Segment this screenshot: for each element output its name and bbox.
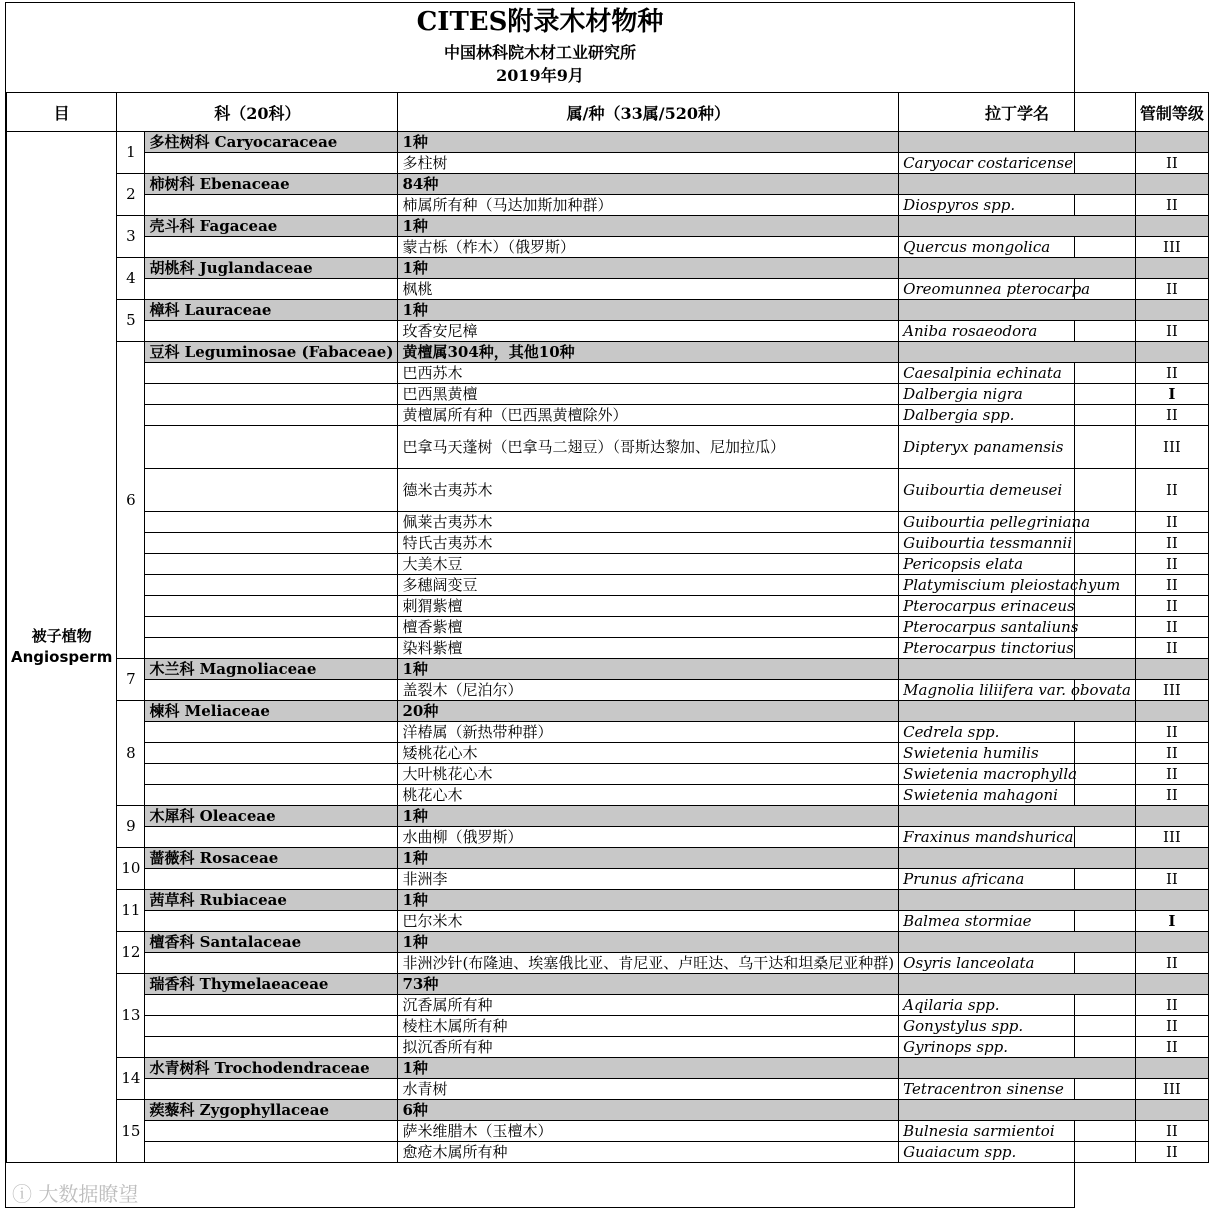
species-family-empty: [145, 1016, 398, 1037]
family-number: 7: [117, 659, 145, 701]
family-name: 蒺藜科 Zygophyllaceae: [145, 1100, 398, 1121]
family-latin-empty: [899, 132, 1136, 153]
species-control-grade: III: [1135, 827, 1208, 848]
species-control-grade: III: [1135, 237, 1208, 258]
family-latin-empty: [899, 806, 1136, 827]
family-species-count: 1种: [398, 932, 899, 953]
species-chinese-name: 多穗阔变豆: [398, 575, 899, 596]
species-row: [7, 827, 1209, 848]
species-latin-name: Caryocar costaricense: [899, 153, 1136, 174]
species-chinese-name: 巴西苏木: [398, 363, 899, 384]
family-name: 多柱树科 Caryocaraceae: [145, 132, 398, 153]
family-latin-empty: [899, 848, 1136, 869]
species-row: [7, 153, 1209, 174]
family-species-count: 84种: [398, 174, 899, 195]
family-latin-empty: [899, 701, 1136, 722]
family-grade-empty: [1135, 1100, 1208, 1121]
family-grade-empty: [1135, 342, 1208, 363]
species-chinese-name: 大叶桃花心木: [398, 764, 899, 785]
species-chinese-name: 刺猬紫檀: [398, 596, 899, 617]
species-latin-name: Swietenia humilis: [899, 743, 1136, 764]
species-latin-name: Pericopsis elata: [899, 554, 1136, 575]
family-latin-empty: [899, 659, 1136, 680]
species-family-empty: [145, 426, 398, 469]
species-latin-name: Pterocarpus santaliuns: [899, 617, 1136, 638]
family-species-count: 黄檀属304种，其他10种: [398, 342, 899, 363]
family-grade-empty: [1135, 701, 1208, 722]
family-species-count: 1种: [398, 806, 899, 827]
species-family-empty: [145, 1079, 398, 1100]
species-row: [7, 554, 1209, 575]
family-name: 壳斗科 Fagaceae: [145, 216, 398, 237]
species-control-grade: II: [1135, 195, 1208, 216]
family-row: [7, 300, 1209, 321]
species-family-empty: [145, 785, 398, 806]
species-latin-name: Guibourtia demeusei: [899, 469, 1136, 512]
family-name: 瑞香科 Thymelaeaceae: [145, 974, 398, 995]
species-latin-name: Bulnesia sarmientoi: [899, 1121, 1136, 1142]
family-number: 8: [117, 701, 145, 806]
family-grade-empty: [1135, 974, 1208, 995]
species-row: [7, 384, 1209, 405]
species-family-empty: [145, 869, 398, 890]
species-latin-name: Caesalpinia echinata: [899, 363, 1136, 384]
family-latin-empty: [899, 300, 1136, 321]
family-number: 14: [117, 1058, 145, 1100]
family-number: 15: [117, 1100, 145, 1163]
species-chinese-name: 沉香属所有种: [398, 995, 899, 1016]
species-row: [7, 869, 1209, 890]
species-control-grade: II: [1135, 764, 1208, 785]
family-row: [7, 659, 1209, 680]
species-latin-name: Gyrinops spp.: [899, 1037, 1136, 1058]
species-latin-name: Pterocarpus tinctorius: [899, 638, 1136, 659]
species-control-grade: II: [1135, 1037, 1208, 1058]
species-control-grade: II: [1135, 953, 1208, 974]
species-latin-name: Tetracentron sinense: [899, 1079, 1136, 1100]
family-number: 10: [117, 848, 145, 890]
species-family-empty: [145, 827, 398, 848]
family-row: [7, 974, 1209, 995]
family-species-count: 1种: [398, 659, 899, 680]
family-name: 水青树科 Trochodendraceae: [145, 1058, 398, 1079]
family-grade-empty: [1135, 216, 1208, 237]
species-chinese-name: 拟沉香所有种: [398, 1037, 899, 1058]
species-latin-name: Balmea stormiae: [899, 911, 1136, 932]
species-chinese-name: 多柱树: [398, 153, 899, 174]
species-chinese-name: 德米古夷苏木: [398, 469, 899, 512]
order-cell: [7, 132, 117, 1163]
family-species-count: 20种: [398, 701, 899, 722]
species-family-empty: [145, 722, 398, 743]
species-chinese-name: 柿属所有种（马达加斯加种群）: [398, 195, 899, 216]
species-family-empty: [145, 911, 398, 932]
species-chinese-name: 檀香紫檀: [398, 617, 899, 638]
species-family-empty: [145, 153, 398, 174]
species-latin-name: Dipteryx panamensis: [899, 426, 1136, 469]
family-name: 胡桃科 Juglandaceae: [145, 258, 398, 279]
family-latin-empty: [899, 1058, 1136, 1079]
order-name-zh: 被子植物: [31, 627, 92, 645]
species-latin-name: Swietenia macrophylla: [899, 764, 1136, 785]
species-family-empty: [145, 469, 398, 512]
species-latin-name: Magnolia liliifera var. obovata: [899, 680, 1136, 701]
species-family-empty: [145, 405, 398, 426]
cites-species-table: [6, 92, 1209, 1163]
species-row: [7, 1079, 1209, 1100]
species-row: [7, 405, 1209, 426]
family-name: 樟科 Lauraceae: [145, 300, 398, 321]
species-row: [7, 722, 1209, 743]
family-name: 木犀科 Oleaceae: [145, 806, 398, 827]
species-chinese-name: 洋椿属（新热带种群）: [398, 722, 899, 743]
family-name: 茜草科 Rubiaceae: [145, 890, 398, 911]
order-name-en: Angiosperm: [11, 648, 113, 666]
species-row: [7, 785, 1209, 806]
family-number: 2: [117, 174, 145, 216]
species-row: [7, 512, 1209, 533]
species-row: [7, 1037, 1209, 1058]
family-grade-empty: [1135, 132, 1208, 153]
species-control-grade: III: [1135, 680, 1208, 701]
species-control-grade: II: [1135, 596, 1208, 617]
family-row: [7, 932, 1209, 953]
species-row: [7, 195, 1209, 216]
species-family-empty: [145, 237, 398, 258]
family-row: [7, 848, 1209, 869]
family-row: [7, 174, 1209, 195]
family-number: 4: [117, 258, 145, 300]
species-control-grade: I: [1135, 911, 1208, 932]
species-family-empty: [145, 764, 398, 785]
species-row: [7, 469, 1209, 512]
header-order: 目: [7, 93, 117, 132]
species-latin-name: Dalbergia nigra: [899, 384, 1136, 405]
header-latin-name: 拉丁学名: [899, 93, 1136, 132]
family-row: [7, 806, 1209, 827]
family-number: 1: [117, 132, 145, 174]
family-name: 楝科 Meliaceae: [145, 701, 398, 722]
family-grade-empty: [1135, 300, 1208, 321]
species-latin-name: Swietenia mahagoni: [899, 785, 1136, 806]
species-latin-name: Pterocarpus erinaceus: [899, 596, 1136, 617]
species-control-grade: II: [1135, 533, 1208, 554]
species-chinese-name: 巴拿马天蓬树（巴拿马二翅豆）（哥斯达黎加、尼加拉瓜）: [398, 426, 899, 469]
family-name: 木兰科 Magnoliaceae: [145, 659, 398, 680]
family-number: 3: [117, 216, 145, 258]
species-row: [7, 995, 1209, 1016]
species-latin-name: Fraxinus mandshurica: [899, 827, 1136, 848]
family-name: 蔷薇科 Rosaceae: [145, 848, 398, 869]
title-block: [6, 3, 1074, 93]
family-row: [7, 1100, 1209, 1121]
species-row: [7, 237, 1209, 258]
species-row: [7, 953, 1209, 974]
species-control-grade: II: [1135, 638, 1208, 659]
species-family-empty: [145, 617, 398, 638]
species-latin-name: Oreomunnea pterocarpa: [899, 279, 1136, 300]
species-chinese-name: 黄檀属所有种（巴西黑黄檀除外）: [398, 405, 899, 426]
species-family-empty: [145, 554, 398, 575]
family-latin-empty: [899, 174, 1136, 195]
species-chinese-name: 水曲柳（俄罗斯）: [398, 827, 899, 848]
family-grade-empty: [1135, 258, 1208, 279]
family-species-count: 1种: [398, 848, 899, 869]
family-grade-empty: [1135, 806, 1208, 827]
family-number: 9: [117, 806, 145, 848]
species-row: [7, 279, 1209, 300]
document-sheet: [5, 2, 1204, 1208]
species-row: [7, 321, 1209, 342]
family-row: [7, 216, 1209, 237]
family-species-count: 6种: [398, 1100, 899, 1121]
family-number: 13: [117, 974, 145, 1058]
species-latin-name: Prunus africana: [899, 869, 1136, 890]
document-title: CITES附录木材物种: [416, 7, 664, 37]
document-organization: 中国林科院木材工业研究所: [443, 43, 636, 62]
species-control-grade: I: [1135, 384, 1208, 405]
species-chinese-name: 枫桃: [398, 279, 899, 300]
species-control-grade: II: [1135, 1121, 1208, 1142]
family-grade-empty: [1135, 848, 1208, 869]
species-row: [7, 617, 1209, 638]
species-chinese-name: 染料紫檀: [398, 638, 899, 659]
family-latin-empty: [899, 258, 1136, 279]
family-grade-empty: [1135, 932, 1208, 953]
species-family-empty: [145, 195, 398, 216]
species-latin-name: Cedrela spp.: [899, 722, 1136, 743]
species-chinese-name: 矮桃花心木: [398, 743, 899, 764]
species-chinese-name: 大美木豆: [398, 554, 899, 575]
header-control-grade: 管制等级: [1135, 93, 1208, 132]
family-row: [7, 1058, 1209, 1079]
species-row: [7, 764, 1209, 785]
species-row: [7, 575, 1209, 596]
species-control-grade: II: [1135, 785, 1208, 806]
species-chinese-name: 萨米维腊木（玉檀木）: [398, 1121, 899, 1142]
species-control-grade: III: [1135, 1079, 1208, 1100]
species-chinese-name: 棱柱木属所有种: [398, 1016, 899, 1037]
family-species-count: 1种: [398, 890, 899, 911]
species-row: [7, 1016, 1209, 1037]
family-name: 檀香科 Santalaceae: [145, 932, 398, 953]
species-row: [7, 363, 1209, 384]
family-name: 豆科 Leguminosae (Fabaceae): [145, 342, 398, 363]
species-family-empty: [145, 953, 398, 974]
species-control-grade: II: [1135, 321, 1208, 342]
header-genus-species: 属/种（33属/520种）: [398, 93, 899, 132]
family-species-count: 73种: [398, 974, 899, 995]
species-family-empty: [145, 1121, 398, 1142]
species-row: [7, 533, 1209, 554]
document-date: 2019年9月: [496, 66, 584, 85]
species-chinese-name: 巴西黑黄檀: [398, 384, 899, 405]
species-latin-name: Gonystylus spp.: [899, 1016, 1136, 1037]
family-number: 12: [117, 932, 145, 974]
species-family-empty: [145, 995, 398, 1016]
species-latin-name: Guibourtia pellegriniana: [899, 512, 1136, 533]
header-family: 科（20科）: [117, 93, 398, 132]
family-number: 5: [117, 300, 145, 342]
species-row: [7, 1121, 1209, 1142]
family-number: 11: [117, 890, 145, 932]
species-family-empty: [145, 596, 398, 617]
family-latin-empty: [899, 342, 1136, 363]
species-row: [7, 426, 1209, 469]
species-chinese-name: 愈疮木属所有种: [398, 1142, 899, 1163]
species-control-grade: II: [1135, 575, 1208, 596]
species-chinese-name: 玫香安尼樟: [398, 321, 899, 342]
species-chinese-name: 水青树: [398, 1079, 899, 1100]
header-row: [7, 93, 1209, 132]
family-latin-empty: [899, 932, 1136, 953]
species-control-grade: II: [1135, 554, 1208, 575]
species-chinese-name: 非洲沙针(布隆迪、埃塞俄比亚、肯尼亚、卢旺达、乌干达和坦桑尼亚种群): [398, 953, 899, 974]
species-control-grade: III: [1135, 426, 1208, 469]
family-grade-empty: [1135, 1058, 1208, 1079]
species-row: [7, 680, 1209, 701]
species-family-empty: [145, 1037, 398, 1058]
species-control-grade: II: [1135, 617, 1208, 638]
family-grade-empty: [1135, 174, 1208, 195]
species-chinese-name: 盖裂木（尼泊尔）: [398, 680, 899, 701]
species-family-empty: [145, 680, 398, 701]
species-control-grade: II: [1135, 743, 1208, 764]
species-family-empty: [145, 321, 398, 342]
species-row: [7, 1142, 1209, 1163]
species-family-empty: [145, 279, 398, 300]
species-row: [7, 638, 1209, 659]
family-row: [7, 342, 1209, 363]
species-latin-name: Aniba rosaeodora: [899, 321, 1136, 342]
species-row: [7, 911, 1209, 932]
species-control-grade: II: [1135, 363, 1208, 384]
species-chinese-name: 桃花心木: [398, 785, 899, 806]
family-latin-empty: [899, 890, 1136, 911]
family-row: [7, 132, 1209, 153]
watermark-logo-icon: ⓘ: [12, 1182, 32, 1206]
species-chinese-name: 非洲李: [398, 869, 899, 890]
family-row: [7, 258, 1209, 279]
species-chinese-name: 蒙古栎（柞木）（俄罗斯）: [398, 237, 899, 258]
species-family-empty: [145, 638, 398, 659]
species-control-grade: II: [1135, 279, 1208, 300]
species-family-empty: [145, 533, 398, 554]
family-species-count: 1种: [398, 300, 899, 321]
species-control-grade: II: [1135, 512, 1208, 533]
species-family-empty: [145, 512, 398, 533]
species-row: [7, 743, 1209, 764]
family-number: 6: [117, 342, 145, 659]
family-species-count: 1种: [398, 1058, 899, 1079]
family-species-count: 1种: [398, 216, 899, 237]
species-control-grade: II: [1135, 995, 1208, 1016]
watermark-text: 大数据瞭望: [38, 1182, 139, 1206]
species-row: [7, 596, 1209, 617]
species-control-grade: II: [1135, 869, 1208, 890]
species-chinese-name: 佩莱古夷苏木: [398, 512, 899, 533]
table-body: [7, 132, 1209, 1163]
family-name: 柿树科 Ebenaceae: [145, 174, 398, 195]
species-control-grade: II: [1135, 1142, 1208, 1163]
family-species-count: 1种: [398, 132, 899, 153]
family-row: [7, 701, 1209, 722]
species-chinese-name: 特氏古夷苏木: [398, 533, 899, 554]
family-species-count: 1种: [398, 258, 899, 279]
species-control-grade: II: [1135, 469, 1208, 512]
species-latin-name: Aqilaria spp.: [899, 995, 1136, 1016]
species-family-empty: [145, 1142, 398, 1163]
species-family-empty: [145, 363, 398, 384]
species-control-grade: II: [1135, 722, 1208, 743]
species-chinese-name: 巴尔米木: [398, 911, 899, 932]
species-control-grade: II: [1135, 405, 1208, 426]
species-control-grade: II: [1135, 153, 1208, 174]
species-latin-name: Osyris lanceolata: [899, 953, 1136, 974]
species-latin-name: Guaiacum spp.: [899, 1142, 1136, 1163]
family-latin-empty: [899, 216, 1136, 237]
family-grade-empty: [1135, 890, 1208, 911]
species-family-empty: [145, 575, 398, 596]
species-latin-name: Platymiscium pleiostachyum: [899, 575, 1136, 596]
species-latin-name: Guibourtia tessmannii: [899, 533, 1136, 554]
species-control-grade: II: [1135, 1016, 1208, 1037]
species-latin-name: Dalbergia spp.: [899, 405, 1136, 426]
species-family-empty: [145, 743, 398, 764]
family-grade-empty: [1135, 659, 1208, 680]
family-row: [7, 890, 1209, 911]
species-latin-name: Quercus mongolica: [899, 237, 1136, 258]
species-latin-name: Diospyros spp.: [899, 195, 1136, 216]
family-latin-empty: [899, 1100, 1136, 1121]
species-family-empty: [145, 384, 398, 405]
family-latin-empty: [899, 974, 1136, 995]
